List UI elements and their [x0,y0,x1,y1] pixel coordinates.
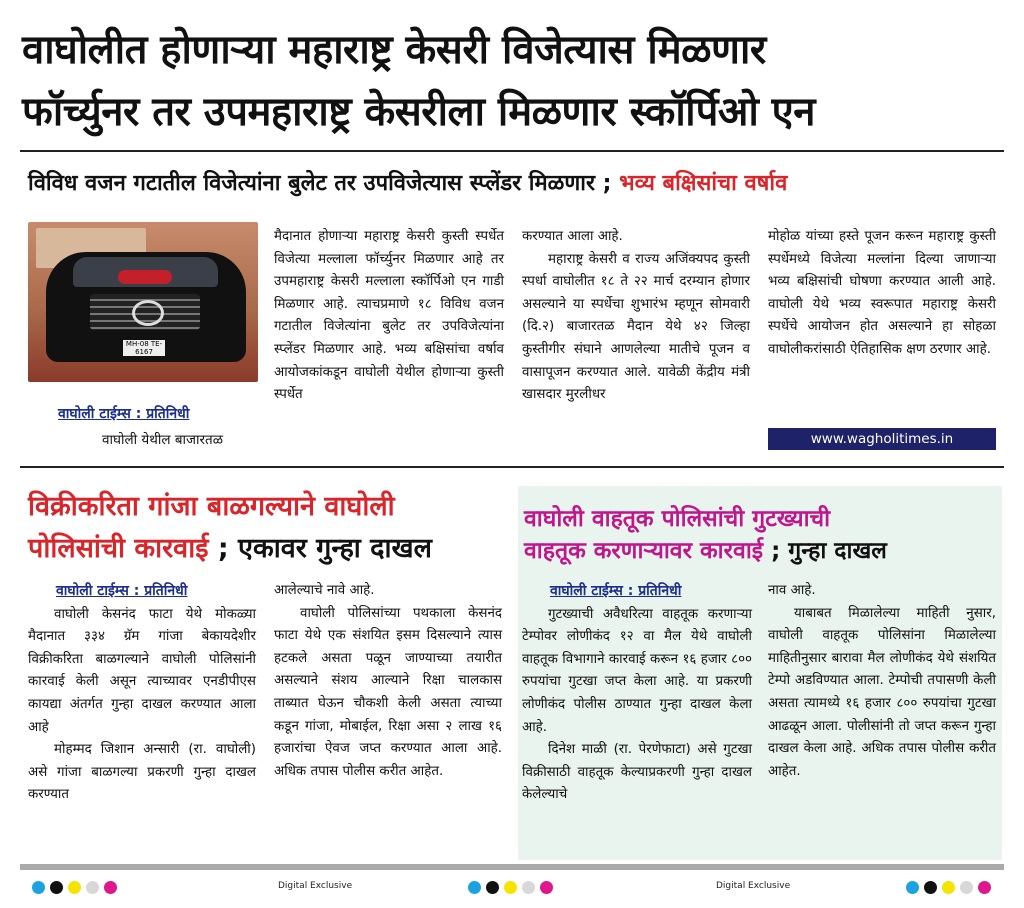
story3-col1 [522,580,752,807]
story1-col2-text: मैदानात होणाऱ्या महाराष्ट्र केसरी कुस्ती स्पर्धेत विजेत्या मल्लाला फॉर्च्युनर मिळणार आहे तर उपमहाराष्ट्र केसरी मल्लाला स्कॉर्पिओ एन गाडी मिळणार आहे. त्याचप्रमाणे १८ विविध वजन गटातील विजेत्यांना बुलेट तर उपविजेत्यांना स्प्लेंडर मिळणार आहे. भव्य बक्षिसांचा वर्षाव आयोजकांकडून वाघोली येथील होणाऱ्या कुस्ती स्पर्धेत [274,229,504,403]
story1-caption: वाघोली येथील बाजारतळ [102,432,224,448]
story2-title-line-2 [28,528,432,570]
bottom-bar [20,864,1004,870]
story3-title-magenta: वाहतूक करणाऱ्यावर कारवाई [524,538,764,564]
story2-title-line-1: विक्रीकरिता गांजा बाळगल्याने वाघोली [28,491,395,522]
black-dot-icon [486,881,499,894]
cyan-dot-icon [32,881,45,894]
yellow-dot-icon [68,881,81,894]
subhead-main: विविध वजन गटातील विजेत्यांना बुलेट तर उपविजेत्यास स्प्लेंडर मिळणार ; [28,171,612,196]
story1-col3 [522,226,750,407]
story2-p2: मोहम्मद जिशान अन्सारी (रा. वाघोली) असे गांजा बाळगल्या प्रकरणी गुन्हा दाखल करण्यात [28,742,256,803]
digital-exclusive-1: Digital Exclusive [278,881,353,891]
subhead [28,167,1008,201]
car-photo [28,222,258,382]
headline-line-1: वाघोलीत होणाऱ्या महाराष्ट्र केसरी विजेत्यास मिळणार [22,27,766,73]
cyan-dot-icon [468,881,481,894]
car-ribbon [118,270,172,284]
story1-col2 [274,226,504,407]
magenta-dot-icon [104,881,117,894]
story3-p1: गुटख्याची अवैधरित्या वाहतूक करणाऱ्या टेम्पोवर लोणीकंद १२ वा मैल येथे वाघोली वाहतूक विभागाने कारवाई करून १६ हजार ८०० रुपयांचा गुटखा जप्त केला आहे. या प्रकरणी लोणीकंद पोलीस ठाण्यात गुन्हा दाखल केला आहे. [522,606,752,735]
story2-col2 [274,580,502,783]
story3-p4: याबाबत मिळालेल्या माहिती नुसार, वाघोली वाहतूक पोलिसांना मिळालेल्या माहितीनुसार बारावा मैल लोणीकंद येथे संशयित टेम्पो अडविण्यात आला. टेम्पोची तपासणी केली असता त्यामध्ये १६ हजार ८०० रुपयांचा गुटखा आढळून आला. पोलीसांनी तो जप्त करून गुन्हा दाखल केला आहे. अधिक तपास पोलीस करीत आहेत. [768,605,996,779]
story1-byline: वाघोली टाईम्स : प्रतिनिधी [58,406,190,422]
black-dot-icon [50,881,63,894]
number-plate: MH-08 TE-6167 [123,340,165,356]
story2-byline [28,580,256,604]
story3-p2: दिनेश माळी (रा. पेरणेफाटा) असे गुटखा विक्रीसाठी वाहतूक केल्याप्रकरणी गुन्हा दाखल केलेल्याचे [522,742,752,803]
story3-title-black: ; गुन्हा दाखल [771,538,887,564]
story3-title-line-2 [524,530,887,572]
cyan-dot-icon [906,881,919,894]
story2-title-black: ; एकावर गुन्हा दाखल [217,533,432,564]
story2-p4: वाघोली पोलिसांच्या पथकाला केसनंद फाटा येथे एक संशयित इसम दिसल्याने त्यास हटकले असता पळून जाण्याच्या तयारीत असल्याने संशय आल्याने रिक्षा चालकास ताब्यात घेऊन चौकशी केली असता त्याच्या कडून गांजा, मोबाईल, रिक्षा असा २ लाख १६ हजारांचा ऐवज जप्त करण्यात आला आहे. अधिक तपास पोलीस करीत आहेत. [274,605,502,779]
story3-byline [522,580,752,604]
story1-col4-text: मोहोळ यांच्या हस्ते पूजन करून महाराष्ट्र कुस्ती स्पर्धेमध्ये विजेत्या मल्लांना दिल्या जाणाऱ्या भव्य बक्षिसांची घोषणा करण्यात आली आहे. वाघोली येथे भव्य स्वरूपात महाराष्ट्र केसरी स्पर्धेचे आयोजन होत असल्याने हा सोहळा वाघोलीकरांसाठी ऐतिहासिक क्षण ठरणार आहे. [768,229,996,357]
grey-dot-icon [86,881,99,894]
yellow-dot-icon [942,881,955,894]
digital-exclusive-2: Digital Exclusive [716,881,791,891]
color-dots-left [32,879,122,893]
story1-col4 [768,226,996,362]
story2-col1 [28,580,256,807]
story3-byline-text: वाघोली टाईम्स : प्रतिनिधी [550,583,682,599]
story1-col3a-text: करण्यात आला आहे. [522,229,623,244]
story2-p3: आलेल्याचे नावे आहे. [274,583,375,598]
grey-dot-icon [522,881,535,894]
story3-title-line-1: वाघोली वाहतूक पोलिसांची गुटख्याची [524,506,831,532]
yellow-dot-icon [504,881,517,894]
section-rule [20,466,1004,468]
story2-p1: वाघोली केसनंद फाटा येथे मोकळ्या मैदानात ३३४ ग्रॅम गांजा बेकायदेशीर विक्रीकरिता बाळगल्याने वाघोली पोलिसांनी कारवाई केली असून त्याच्यावर एनडीपीएस कायद्या अंतर्गत गुन्हा दाखल करण्यात आला आहे [28,606,256,735]
magenta-dot-icon [978,881,991,894]
story1-col3b-text: महाराष्ट्र केसरी व राज्य अजिंक्यपद कुस्ती स्पर्धा वाघोलीत १८ ते २२ मार्च दरम्यान होणार असल्याने या स्पर्धेचा शुभारंभ म्हणून सोमवारी (दि.२) बाजारतळ मैदान येथे ४२ जिल्हा कुस्तीगीर संघाने आणलेल्या मातीचे पूजन व वासापूजन करण्यात आले. यावेळी केंद्रीय मंत्री खासदार मुरलीधर [522,251,750,403]
story2-title-red: पोलिसांची कारवाई [28,533,209,564]
magenta-dot-icon [540,881,553,894]
story3-col2 [768,580,996,783]
grey-dot-icon [960,881,973,894]
color-dots-right [906,879,996,893]
story2-byline-text: वाघोली टाईम्स : प्रतिनिधी [56,583,188,599]
subhead-highlight: भव्य बक्षिसांचा वर्षाव [619,171,788,196]
headline-line-2: फॉर्च्युनर तर उपमहाराष्ट्र केसरीला मिळणार स्कॉर्पिओ एन [22,89,815,135]
color-dots-center [468,879,558,893]
car-logo-icon [132,300,164,326]
story3-p3: नाव आहे. [768,583,816,598]
website-box[interactable]: www.wagholitimes.in [768,428,996,450]
headline-rule [20,150,1004,152]
black-dot-icon [924,881,937,894]
